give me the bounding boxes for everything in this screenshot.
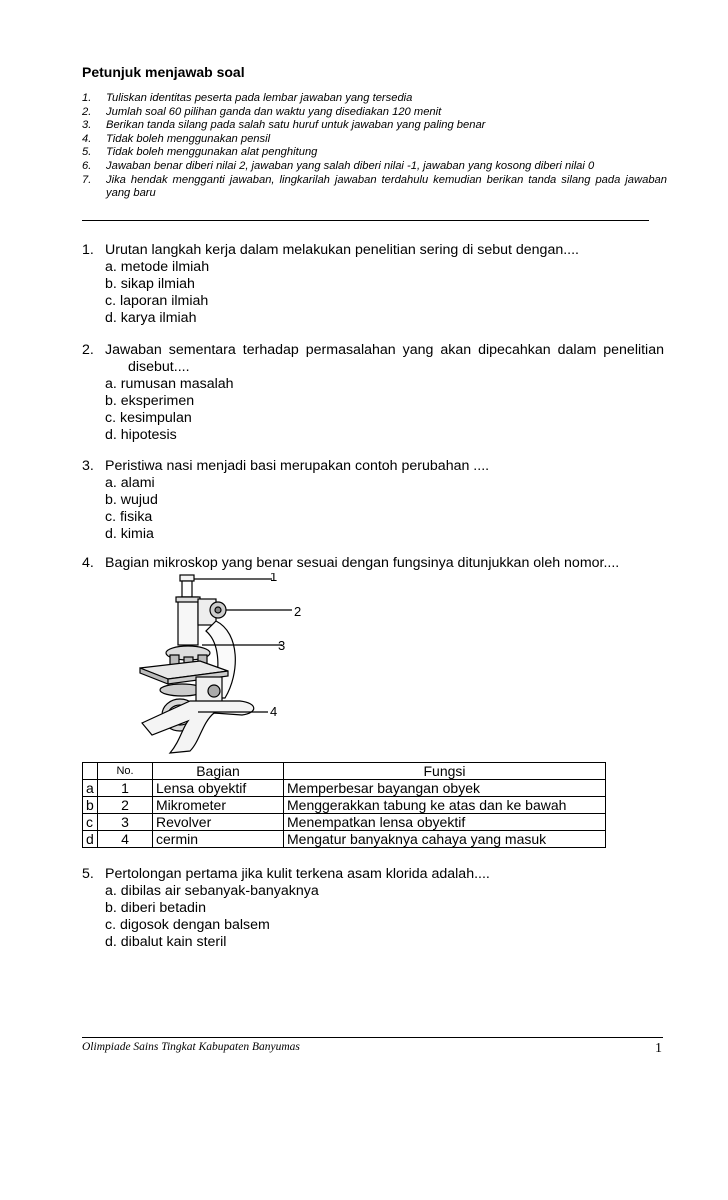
- label-3: 3: [278, 638, 286, 653]
- option-b: b. wujud: [105, 492, 158, 508]
- option-d: d. karya ilmiah: [105, 310, 197, 326]
- question-5: [82, 866, 664, 951]
- microscope-figure: [130, 573, 430, 763]
- question-text: Urutan langkah kerja dalam melakukan penelitian sering di sebut dengan....: [105, 242, 579, 258]
- question-number: 4.: [82, 555, 94, 571]
- option-c: c. kesimpulan: [105, 410, 192, 426]
- table-header-row: [83, 763, 606, 780]
- instruction-item: 5. Tidak boleh menggunakan alat penghitung: [82, 146, 318, 159]
- question-1: [82, 242, 664, 327]
- eyepiece: [182, 581, 192, 597]
- option-b: b. sikap ilmiah: [105, 276, 195, 292]
- option-b: b. eksperimen: [105, 393, 195, 409]
- instruction-item: 3. Berikan tanda silang pada salah satu huruf untuk jawaban yang paling benar: [82, 119, 486, 132]
- question-text: Peristiwa nasi menjadi basi merupakan contoh perubahan ....: [105, 458, 490, 474]
- tube-collar: [176, 597, 200, 602]
- header-fungsi: Fungsi: [284, 763, 606, 780]
- header-no: No.: [98, 763, 153, 780]
- label-4: 4: [270, 704, 278, 719]
- section-divider: [82, 220, 649, 221]
- instruction-item: 4. Tidak boleh menggunakan pensil: [82, 132, 271, 145]
- table-row: c 3 Revolver Menempatkan lensa obyektif: [83, 814, 606, 831]
- body-tube: [178, 597, 198, 645]
- question-number: 1.: [82, 242, 94, 258]
- label-2: 2: [294, 604, 302, 619]
- option-a: a. rumusan masalah: [105, 376, 234, 392]
- page-number: 1: [655, 1041, 662, 1056]
- question-text: Bagian mikroskop yang benar sesuai dengan fungsinya ditunjukkan oleh nomor....: [105, 555, 620, 571]
- question-2: [82, 342, 664, 444]
- option-b: b. diberi betadin: [105, 900, 206, 916]
- option-d: d. dibalut kain steril: [105, 934, 227, 950]
- answer-table: [82, 762, 606, 848]
- footer-text: Olimpiade Sains Tingkat Kabupaten Banyumas: [82, 1041, 300, 1053]
- option-c: c. laporan ilmiah: [105, 293, 209, 309]
- question-text: Pertolongan pertama jika kulit terkena asam klorida adalah....: [105, 866, 490, 882]
- question-text: Jawaban sementara terhadap permasalahan yang akan dipecahkan dalam penelitian: [105, 342, 664, 358]
- option-d: d. hipotesis: [105, 427, 177, 443]
- table-row: d 4 cermin Mengatur banyaknya cahaya yang masuk: [83, 831, 606, 848]
- table-row: a 1 Lensa obyektif Memperbesar bayangan obyek: [83, 780, 606, 797]
- coarse-adjust-knob: [208, 685, 220, 697]
- instruction-item: 7. Jika hendak mengganti jawaban, lingkarilah jawaban terdahulu kemudian berikan tanda silang pada jawaban yang baru: [82, 173, 667, 200]
- option-a: a. dibilas air sebanyak-banyaknya: [105, 883, 319, 899]
- instruction-item: 1. Tuliskan identitas peserta pada lembar jawaban yang tersedia: [82, 92, 413, 104]
- option-a: a. metode ilmiah: [105, 259, 210, 275]
- footer-divider: [82, 1037, 663, 1038]
- instructions-list: [82, 92, 667, 201]
- question-number: 3.: [82, 458, 94, 474]
- instructions-title: Petunjuk menjawab soal: [82, 64, 245, 80]
- option-d: d. kimia: [105, 526, 154, 542]
- question-text-continued: disebut....: [128, 359, 190, 375]
- header-bagian: Bagian: [153, 763, 284, 780]
- table-row: b 2 Mikrometer Menggerakkan tabung ke atas dan ke bawah: [83, 797, 606, 814]
- base: [142, 701, 254, 753]
- question-4: [82, 555, 664, 572]
- instruction-item: 6. Jawaban benar diberi nilai 2, jawaban yang salah diberi nilai -1, jawaban yang kosong diberi nilai 0: [82, 159, 595, 172]
- option-c: c. fisika: [105, 509, 153, 525]
- option-a: a. alami: [105, 475, 155, 491]
- question-number: 5.: [82, 866, 94, 882]
- option-c: c. digosok dengan balsem: [105, 917, 270, 933]
- instructions-section: [82, 64, 667, 201]
- instruction-item: 2. Jumlah soal 60 pilihan ganda dan waktu yang disediakan 120 menit: [82, 105, 442, 118]
- label-1: 1: [270, 573, 278, 584]
- question-number: 2.: [82, 342, 94, 358]
- eyepiece-cap: [180, 575, 194, 581]
- question-3: [82, 458, 664, 543]
